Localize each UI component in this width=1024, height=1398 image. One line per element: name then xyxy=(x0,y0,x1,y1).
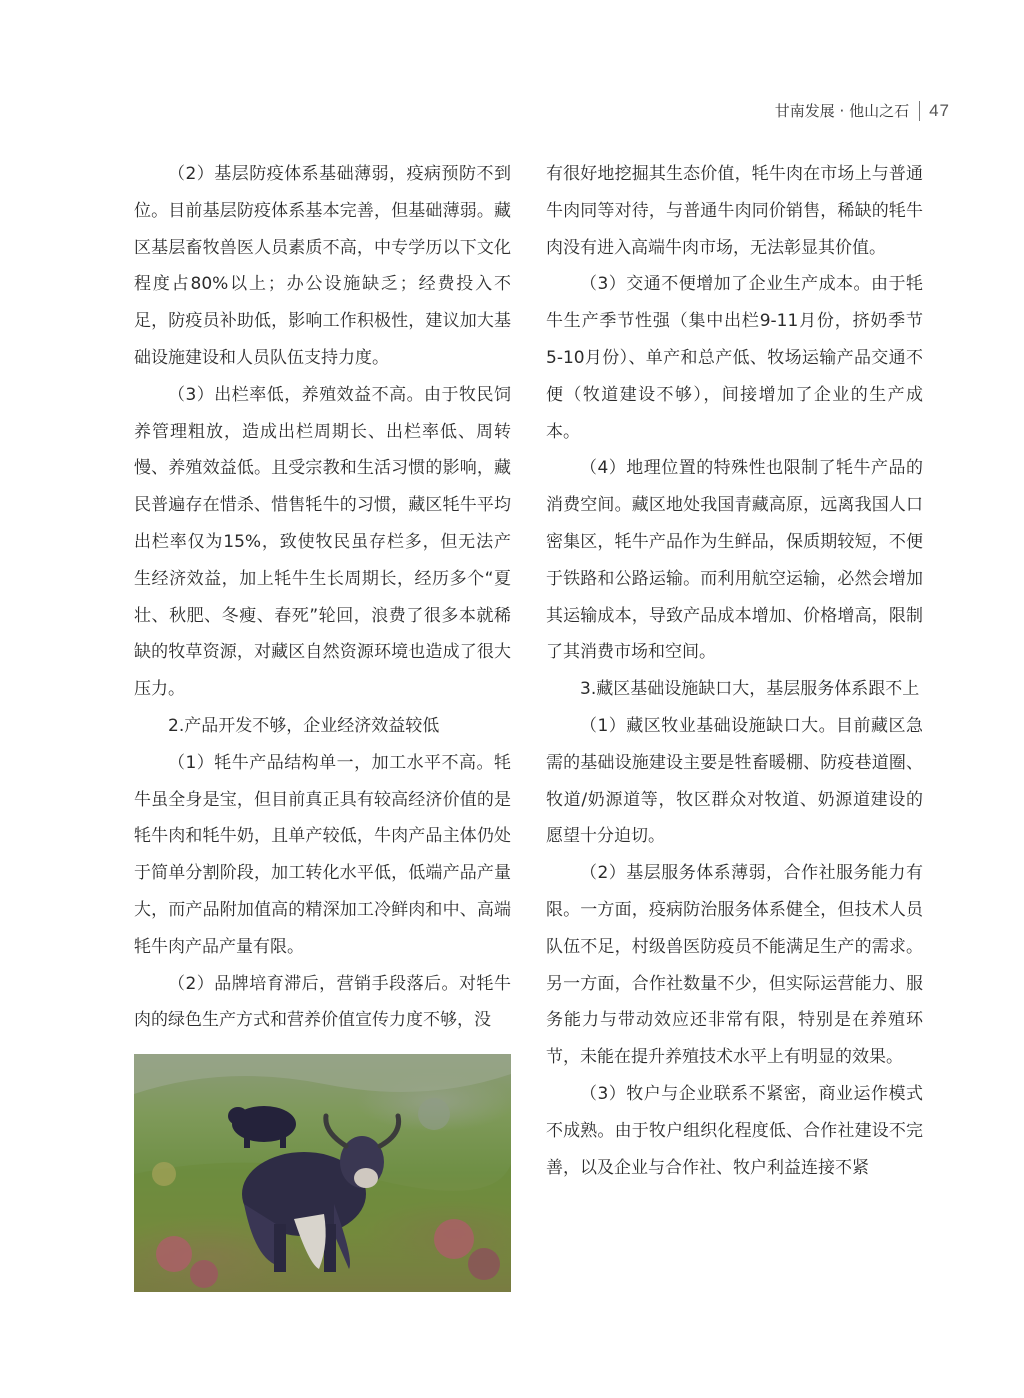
paragraph: （2）基层防疫体系基础薄弱，疫病预防不到位。目前基层防疫体系基本完善，但基础薄弱。藏区基层畜牧兽医人员素质不高，中专学历以下文化程度占80%以上；办公设施缺乏；经费投入不足，防疫员补助低，影响工作积极性，建议加大基础设施建设和人员队伍支持力度。 xyxy=(134,164,511,368)
paragraph: （2）基层服务体系薄弱，合作社服务能力有限。一方面，疫病防治服务体系健全，但技术人员队伍不足，村级兽医防疫员不能满足生产的需求。另一方面，合作社数量不少，但实际运营能力、服务能力与带动效应还非常有限，特别是在养殖环节，未能在提升养殖技术水平上有明显的效果。 xyxy=(546,863,923,1068)
header-divider xyxy=(919,101,920,121)
section-heading: 2.产品开发不够，企业经济效益较低 xyxy=(168,715,440,736)
paragraph: （3）牧户与企业联系不紧密，商业运作模式不成熟。由于牧户组织化程度低、合作社建设不完善，以及企业与合作社、牧户利益连接不紧 xyxy=(546,1083,923,1178)
paragraph: （3）出栏率低，养殖效益不高。由于牧民饲养管理粗放，造成出栏周期长、出栏率低、周转慢、养殖效益低。且受宗教和生活习惯的影响，藏民普遍存在惜杀、惜售牦牛的习惯，藏区牦牛平均出栏率仅为15%，致使牧民虽存栏多，但无法产生经济效益，加上牦牛生长周期长，经历多个“夏壮、秋肥、冬瘦、春死”轮回，浪费了很多本就稀缺的牧草资源，对藏区自然资源环境也造成了很大压力。 xyxy=(134,384,511,700)
paragraph: （1）藏区牧业基础设施缺口大。目前藏区急需的基础设施建设主要是牲畜暖棚、防疫巷道圈、牧道/奶源道等，牧区群众对牧道、奶源道建设的愿望十分迫切。 xyxy=(546,715,923,847)
paragraph: （2）品牌培育滞后，营销手段落后。对牦牛肉的绿色生产方式和营养价值宣传力度不够，没 xyxy=(134,973,511,1031)
yak-illustration xyxy=(134,1054,511,1292)
paragraph: （1）牦牛产品结构单一，加工水平不高。牦牛虽全身是宝，但目前真正具有较高经济价值的是牦牛肉和牦牛奶，且单产较低，牛肉产品主体仍处于简单分割阶段，加工转化水平低，低端产品产量大，而产品附加值高的精深加工冷鲜肉和中、高端牦牛肉产品产量有限。 xyxy=(134,752,511,957)
paragraph: （4）地理位置的特殊性也限制了牦牛产品的消费空间。藏区地处我国青藏高原，远离我国人口密集区，牦牛产品作为生鲜品，保质期较短，不便于铁路和公路运输。而利用航空运输，必然会增加其运输成本，导致产品成本增加、价格增高，限制了其消费市场和空间。 xyxy=(546,458,923,663)
header-title: 甘南发展 · 他山之石 xyxy=(774,102,910,120)
page-number: 47 xyxy=(929,100,950,120)
section-heading: 3.藏区基础设施缺口大，基层服务体系跟不上 xyxy=(580,679,920,700)
left-column xyxy=(134,156,511,1039)
paragraph: （3）交通不便增加了企业生产成本。由于牦牛生产季节性强（集中出栏9-11月份，挤奶季节5-10月份）、单产和总产低、牧场运输产品交通不便（牧道建设不够），间接增加了企业的生产成本。 xyxy=(546,274,923,442)
background-yak xyxy=(228,1106,296,1148)
running-header xyxy=(775,100,950,121)
yak-photo xyxy=(134,1054,511,1292)
right-column xyxy=(546,156,923,1186)
paragraph: 有很好地挖掘其生态价值，牦牛肉在市场上与普通牛肉同等对待，与普通牛肉同价销售，稀缺的牦牛肉没有进入高端牛肉市场，无法彰显其价值。 xyxy=(546,164,923,258)
